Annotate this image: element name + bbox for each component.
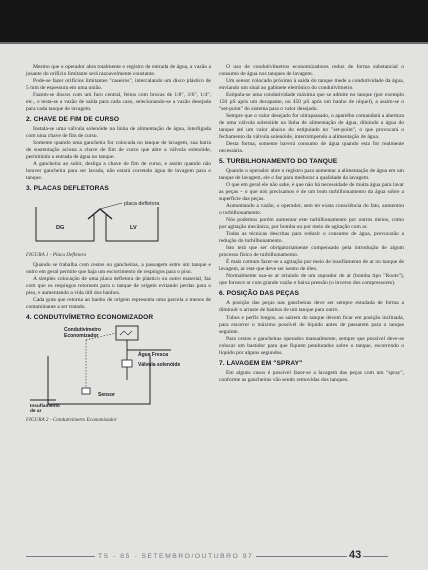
paragraph: Estipula-se uma condutividade máxima que se admite no tanque (por exemplo 150 µS após um decapante, ou 450 µS após um banho de níquel), a assim-se o "set-point" do sistema para o valor desejado. — [219, 92, 404, 113]
label-dg: DG — [56, 225, 65, 232]
paragraph: Desta forma, somente haverá consumo de água quando esta for realmente necessária. — [219, 141, 404, 155]
label-condutivimetro: Condutivímetro — [64, 326, 101, 333]
section-heading: 2. CHAVE DE FIM DE CURSO — [26, 116, 120, 124]
paragraph: Tubos e perfis longos, ao saírem do tanque devem ficar em posição inclinada, para escorrer o máximo possível de líquido antes de passarem para o tanque seguinte. — [219, 314, 404, 335]
paragraph: É mais comum fazer-se a agitação por meio de insuflamento de ar no tanque de lavagem, ar este que deve ser isento de óleo. — [219, 259, 404, 273]
paragraph: A posição das peças nas gancheiras deve ser sempre estudada de forma a diminuir o arraste de banhos de um tanque para outro. — [219, 300, 404, 314]
paragraph: Fazem-se discos com um furo central, feitos com brocas de 1/8", 3/6", 1/4", etc., e testa-se a vazão de saída para cada caso, selecionando-se a vazão desejada para cada tanque de lavagem. — [26, 92, 211, 113]
figure-2-conductivity-meter — [26, 324, 211, 415]
top-banner — [0, 0, 428, 44]
left-column — [26, 64, 211, 426]
paragraph: O que em geral ele não sabe, é que não há necessidade de muita água para lavar as peças – o que nós precisamos é de um bom turbilhonamento da água sobre a superfície das peças. — [219, 182, 404, 203]
label-de-ar: de ar — [30, 408, 42, 412]
label-economizador: Economizador — [64, 332, 99, 339]
paragraph: Quando se trabalha com cestos ou gancheiras, a passagem entre um tanque e outro em geral permite que haja um escorrimento de respingos para o piso. — [26, 261, 211, 275]
section-heading: 6. POSIÇÃO DAS PEÇAS — [219, 290, 300, 298]
paragraph: A simples colocação de uma placa defletora de plástico ou outro material, faz com que os respingos retornem para o tanque de origem evitando perdas para o piso, e aumentando a vida útil dos banhos. — [26, 275, 211, 296]
label-valvula: Válvula solenóide — [138, 361, 181, 368]
paragraph: Um sensor colocado próximo à saída do tanque mede a condutividade da água, enviando um sinal ao gabinete eletrônico do condutivímetro. — [219, 78, 404, 92]
paragraph: Quando o operador abre o registro para aumentar a alimentação de água em um tanque de lavagem, ele o faz para melhorar a qualidade da lavagem. — [219, 168, 404, 182]
label-lv: LV — [130, 225, 137, 232]
section-heading: 3. PLACAS DEFLETORAS — [26, 185, 109, 193]
paragraph: A gancheira ao subir, desliga a chave de fim de curso, e assim quando não houver gancheira para ser lavada, não estará correndo água de lavagem para o tanque. — [26, 161, 211, 182]
paragraph: Todas as técnicas descritas para reduzir o consumo de água, provocarão a redução do turbilhonamento. — [219, 231, 404, 245]
paragraph: Isto terá que ser obrigatoriamente compensado pela introdução de algum processo físico de turbilhonamento. — [219, 245, 404, 259]
page-footer — [0, 548, 428, 570]
paragraph: Em alguns casos é possível fazer-se a lavagem das peças com um "spray", conforme as gancheiras vão sendo removidas dos tanques. — [219, 369, 404, 383]
figure-1-caption: FIGURA 1 - Placa Defletora — [26, 252, 87, 259]
section-heading: 5. TURBILHONAMENTO DO TANQUE — [219, 158, 338, 166]
paragraph: Cada gota que retorna ao banho de origem representa uma parcela a menos de contaminante a ser tratado. — [26, 296, 211, 310]
paragraph: Somente quando uma gancheira for colocada no tanque de lavagem, sua barra de sustentação aciona a chave de fim de curso que abre a válvula solenóide, permitindo a entrada de água no tanque. — [26, 140, 211, 161]
paragraph: Sempre que o valor desejado for ultrapassado, o aparelho comandará a abertura de uma válvula solenóide na linha de alimentação de água, diluindo a água do tanque até um valor abaixo do estipulado no "set-point", o que provocará o fechamento da válvula solenóide, interrompendo a alimentação de água. — [219, 113, 404, 141]
paragraph: Pode-se fazer orifícios limitantes "caseiros", intercalando um disco plástico de 5 mm de espessura em uma união. — [26, 78, 211, 92]
deflector-diagram — [26, 195, 211, 247]
label-agua-fresca: Água Fresca — [138, 351, 169, 358]
label-placa: placa defletora — [124, 201, 160, 208]
figure-1-deflector — [26, 195, 211, 250]
section-heading: 4. CONDUTIVÍMETRO ECONOMIZADOR — [26, 313, 154, 321]
footer-issue: TS - 85 · SETEMBRO/OUTUBRO 97 — [95, 553, 256, 560]
label-insuflamento: Insuflamento — [30, 403, 60, 409]
paragraph: Normalmente usa-se ar oriundo de um soprador de ar (bomba tipo "Roots"), que fornece ar com grande vazão e baixa pressão (o inverso dos compressores). — [219, 273, 404, 287]
paragraph: O uso de condutivímetros economizadores reduz de forma substancial o consumo de água nos tanques de lavagem. — [219, 64, 404, 78]
section-heading: 7. LAVAGEM EM "SPRAY" — [219, 359, 303, 367]
label-sensor: Sensor — [98, 391, 115, 398]
paragraph: Para cestos e gancheiras operados manualmente, sempre que possível deve-se colocar um bastidor para que fiquem pendurados sobre o tanque, escorrendo o líquido por alguns segundos. — [219, 335, 404, 356]
page-number: 43 — [349, 549, 362, 561]
paragraph: Nós podemos porém aumentar este turbilhonamento por outros meios, como por agitação mecânica, por bomba ou por meio de agitação com ar. — [219, 217, 404, 231]
paragraph: Aumentando a vazão, o operador, sem ter exata consciência do fato, aumentou o turbilhonamento. — [219, 203, 404, 217]
paragraph: Mesmo que o operador abra totalmente o registro de entrada de água, a vazão a jusante do orifício limitante será razoavelmente constante. — [26, 64, 211, 78]
paragraph: Instala-se uma válvula solenóide na linha de alimentação de água, interligada com uma chave de fim de curso. — [26, 126, 211, 140]
figure-2-caption: FIGURA 2 - Condutivímetro Economizador — [26, 416, 117, 423]
right-column — [219, 64, 404, 384]
conductivity-diagram — [26, 324, 211, 412]
